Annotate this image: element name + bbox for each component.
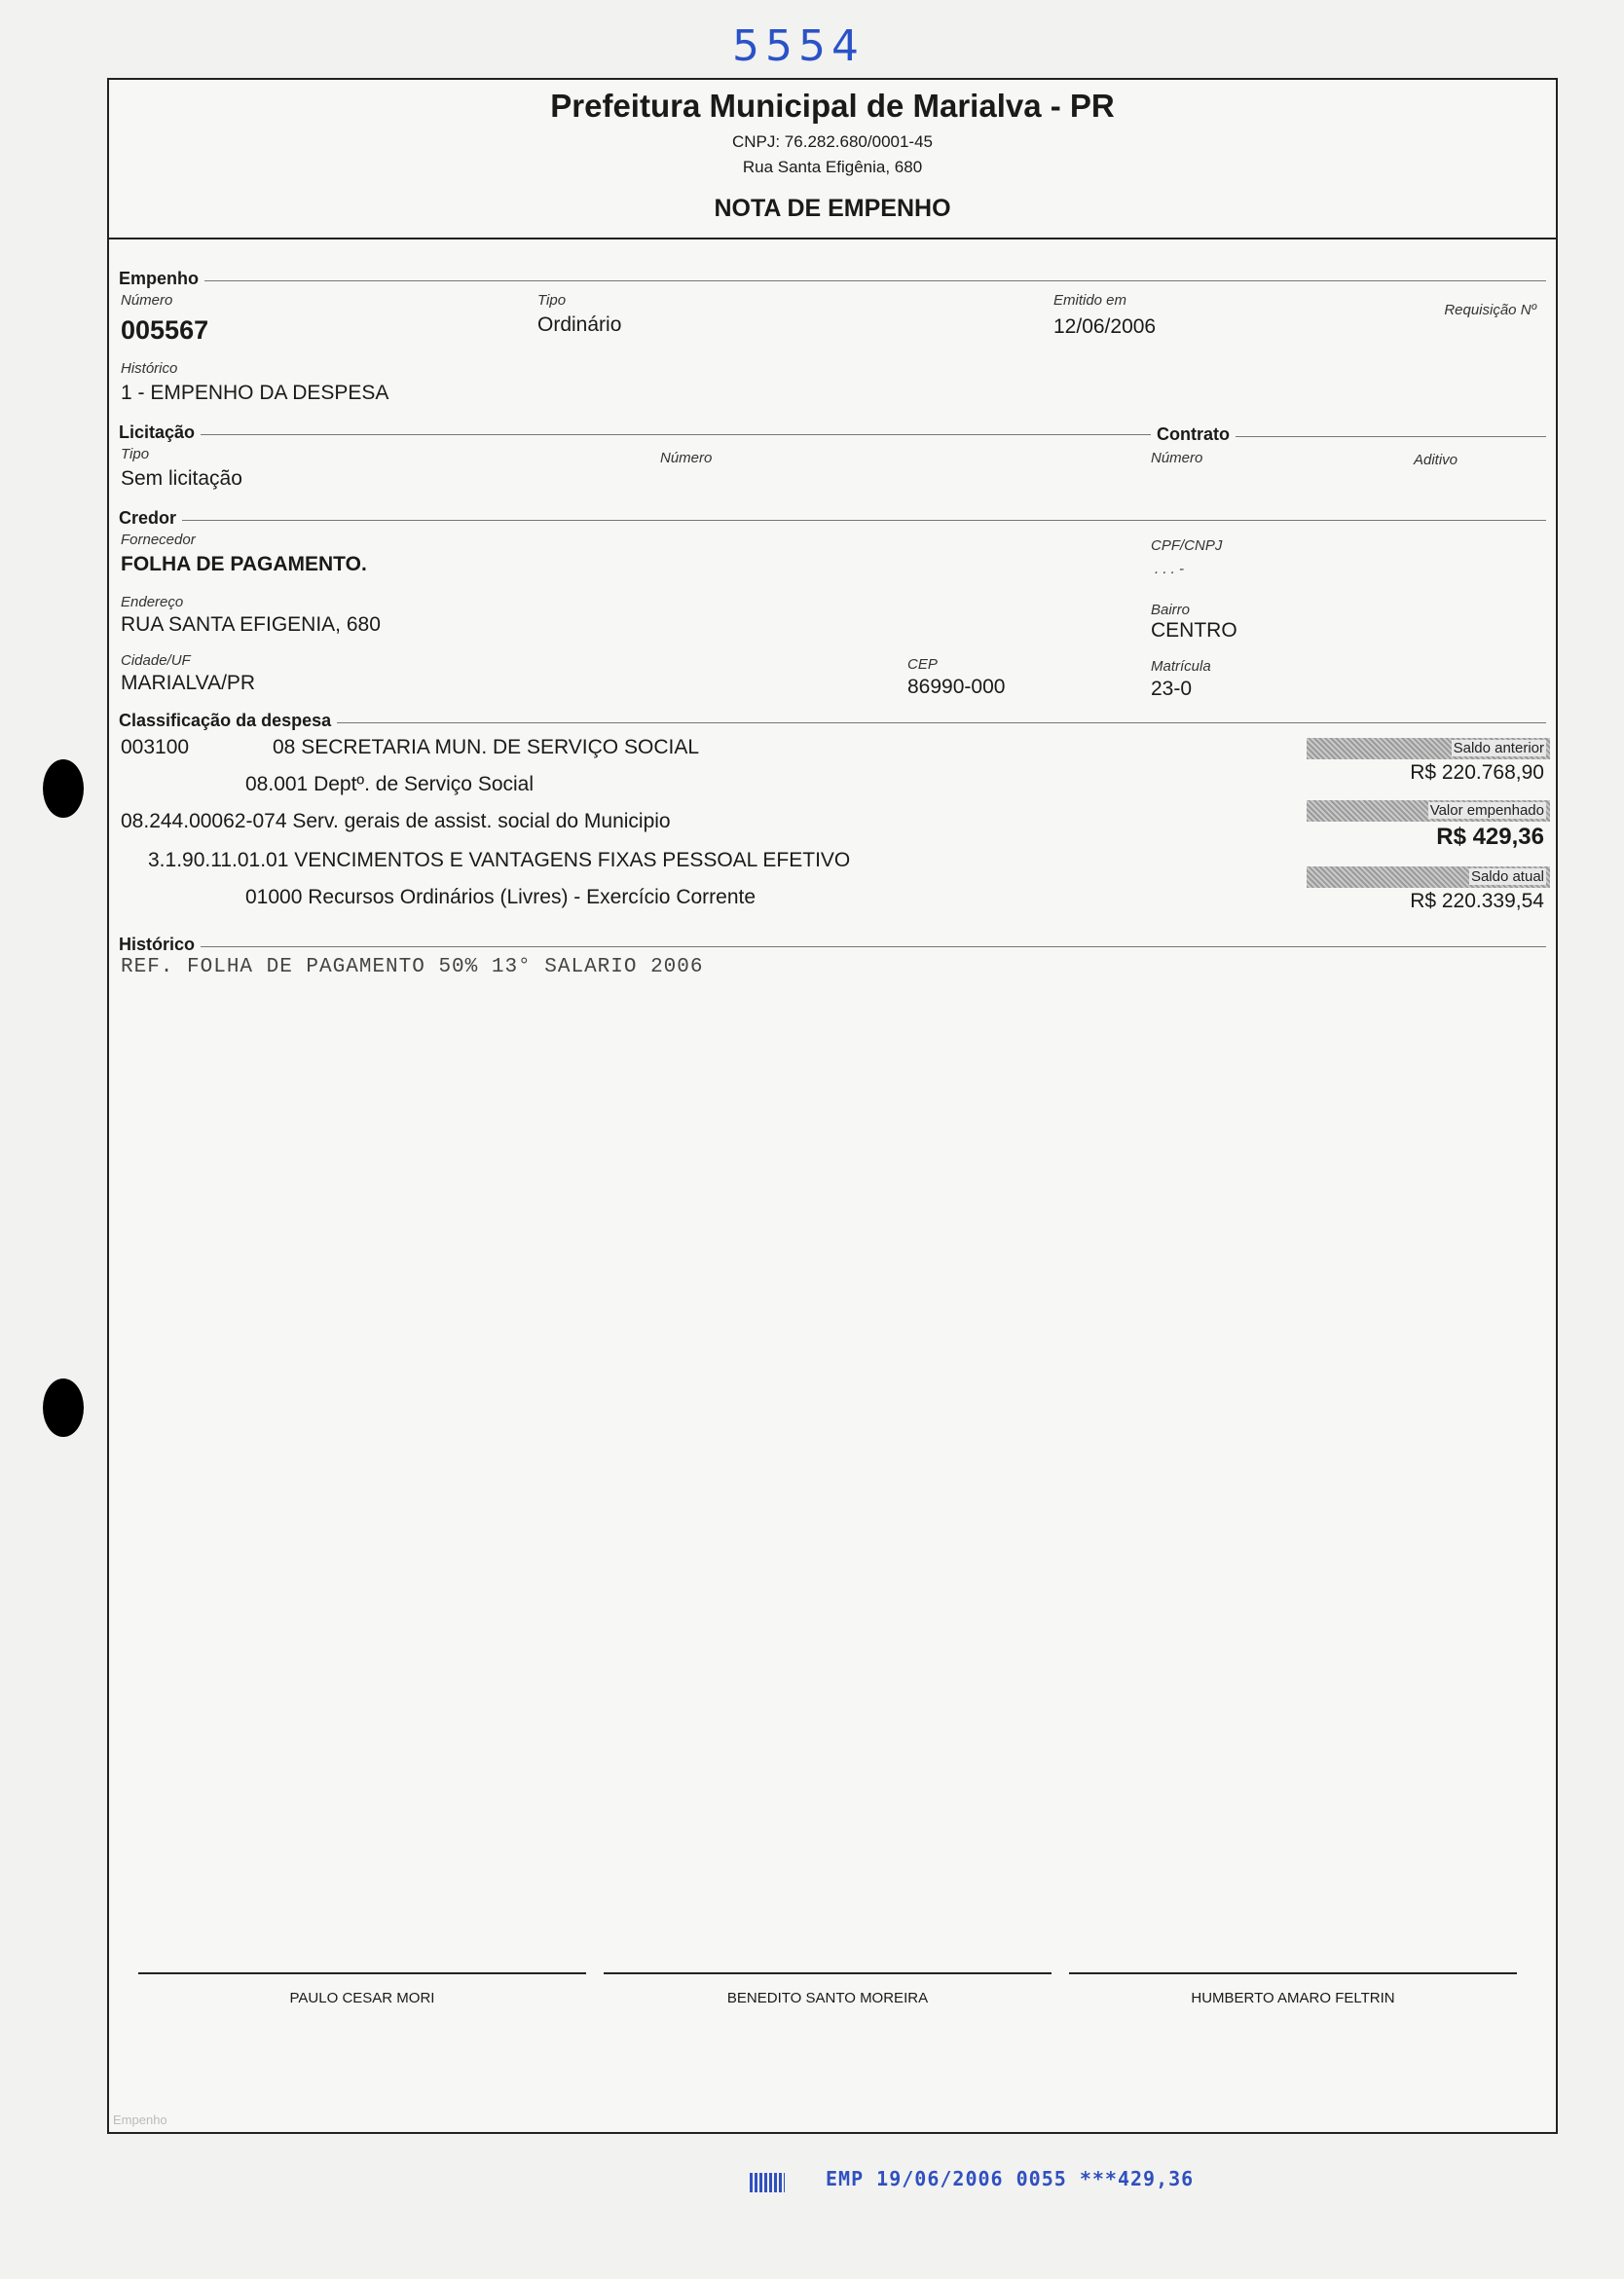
classificacao-line: 01000 Recursos Ordinários (Livres) - Exercício Corrente bbox=[245, 886, 757, 908]
bairro-label: Bairro bbox=[1151, 602, 1191, 618]
classificacao-line: 3.1.90.11.01.01 VENCIMENTOS E VANTAGENS FIXAS PESSOAL EFETIVO bbox=[148, 849, 851, 871]
licitacao-numero-label: Número bbox=[660, 450, 713, 466]
footer-software-label: Empenho bbox=[113, 2113, 167, 2127]
receipt-stamp: EMP 19/06/2006 0055 ***429,36 bbox=[826, 2167, 1195, 2190]
saldo-atual-shade bbox=[1307, 866, 1550, 888]
matricula: 23-0 bbox=[1151, 678, 1193, 700]
contrato-section-label: Contrato bbox=[1151, 424, 1236, 445]
historico-text: REF. FOLHA DE PAGAMENTO 50% 13° SALARIO 2006 bbox=[121, 956, 704, 978]
classificacao-line: 08 SECRETARIA MUN. DE SERVIÇO SOCIAL bbox=[273, 736, 700, 758]
licitacao-section-label: Licitação bbox=[119, 423, 201, 443]
signature-name: PAULO CESAR MORI bbox=[289, 1990, 435, 2006]
document-frame bbox=[107, 78, 1558, 2134]
classificacao-line: 08.244.00062-074 Serv. gerais de assist. social do Municipio bbox=[121, 810, 671, 832]
contrato-numero-label: Número bbox=[1151, 450, 1203, 466]
empenho-historico: 1 - EMPENHO DA DESPESA bbox=[121, 382, 389, 404]
credor-section-label: Credor bbox=[119, 508, 182, 529]
credor-rule bbox=[119, 520, 1546, 521]
historico-rule bbox=[119, 946, 1546, 947]
signature-line-1 bbox=[138, 1972, 586, 1974]
endereco: RUA SANTA EFIGENIA, 680 bbox=[121, 613, 381, 636]
cep-label: CEP bbox=[907, 656, 938, 673]
municipality-title: Prefeitura Municipal de Marialva - PR bbox=[550, 88, 1115, 124]
punch-hole-bottom bbox=[43, 1378, 84, 1437]
valor-empenhado-shade bbox=[1307, 800, 1550, 822]
signature-line-2 bbox=[604, 1972, 1052, 1974]
classificacao-line: 08.001 Deptº. de Serviço Social bbox=[245, 773, 535, 795]
empenho-historico-label: Histórico bbox=[121, 360, 178, 377]
signature-name: BENEDITO SANTO MOREIRA bbox=[726, 1990, 929, 2006]
classificacao-code: 003100 bbox=[121, 736, 190, 758]
handwritten-number: 5554 bbox=[732, 21, 865, 71]
signature-line-3 bbox=[1069, 1972, 1517, 1974]
address-line: Rua Santa Efigênia, 680 bbox=[742, 158, 923, 176]
empenho-numero: 005567 bbox=[121, 315, 209, 345]
document-title: NOTA DE EMPENHO bbox=[714, 195, 951, 222]
fornecedor: FOLHA DE PAGAMENTO. bbox=[121, 553, 367, 575]
empenho-rule bbox=[119, 280, 1546, 281]
cep: 86990-000 bbox=[907, 676, 1006, 698]
bairro: CENTRO bbox=[1151, 619, 1237, 642]
licitacao-rule bbox=[119, 434, 1151, 435]
saldo-anterior-shade bbox=[1307, 738, 1550, 759]
classificacao-section-label: Classificação da despesa bbox=[119, 711, 337, 731]
stamp-barcode-mark bbox=[750, 2173, 785, 2192]
emitido-label: Emitido em bbox=[1053, 292, 1127, 309]
saldo-atual-value: R$ 220.339,54 bbox=[1410, 890, 1544, 912]
cnpj-line: CNPJ: 76.282.680/0001-45 bbox=[731, 132, 934, 151]
cpf-value: . . . - bbox=[1155, 561, 1184, 577]
header-divider bbox=[109, 238, 1556, 239]
saldo-atual-label: Saldo atual bbox=[1470, 868, 1544, 885]
cidade: MARIALVA/PR bbox=[121, 672, 256, 694]
historico-section-label: Histórico bbox=[119, 935, 201, 955]
signature-name: HUMBERTO AMARO FELTRIN bbox=[1191, 1990, 1395, 2006]
empenho-section-label: Empenho bbox=[119, 269, 204, 289]
saldo-anterior-value: R$ 220.768,90 bbox=[1410, 761, 1544, 784]
cidade-label: Cidade/UF bbox=[121, 652, 191, 669]
contrato-aditivo-label: Aditivo bbox=[1414, 452, 1458, 468]
punch-hole-top bbox=[43, 759, 84, 818]
empenho-tipo: Ordinário bbox=[537, 313, 622, 336]
empenho-numero-label: Número bbox=[121, 292, 173, 309]
licitacao-tipo: Sem licitação bbox=[121, 467, 242, 490]
matricula-label: Matrícula bbox=[1151, 658, 1211, 675]
emitido-date: 12/06/2006 bbox=[1053, 315, 1157, 338]
requisicao-label: Requisição Nº bbox=[1444, 302, 1536, 318]
licitacao-tipo-label: Tipo bbox=[121, 446, 150, 462]
endereco-label: Endereço bbox=[121, 594, 184, 610]
valor-empenhado-value: R$ 429,36 bbox=[1436, 824, 1544, 850]
fornecedor-label: Fornecedor bbox=[121, 532, 196, 548]
valor-empenhado-label: Valor empenhado bbox=[1429, 802, 1544, 819]
cpf-label: CPF/CNPJ bbox=[1151, 537, 1223, 554]
empenho-tipo-label: Tipo bbox=[537, 292, 567, 309]
saldo-anterior-label: Saldo anterior bbox=[1453, 740, 1544, 756]
